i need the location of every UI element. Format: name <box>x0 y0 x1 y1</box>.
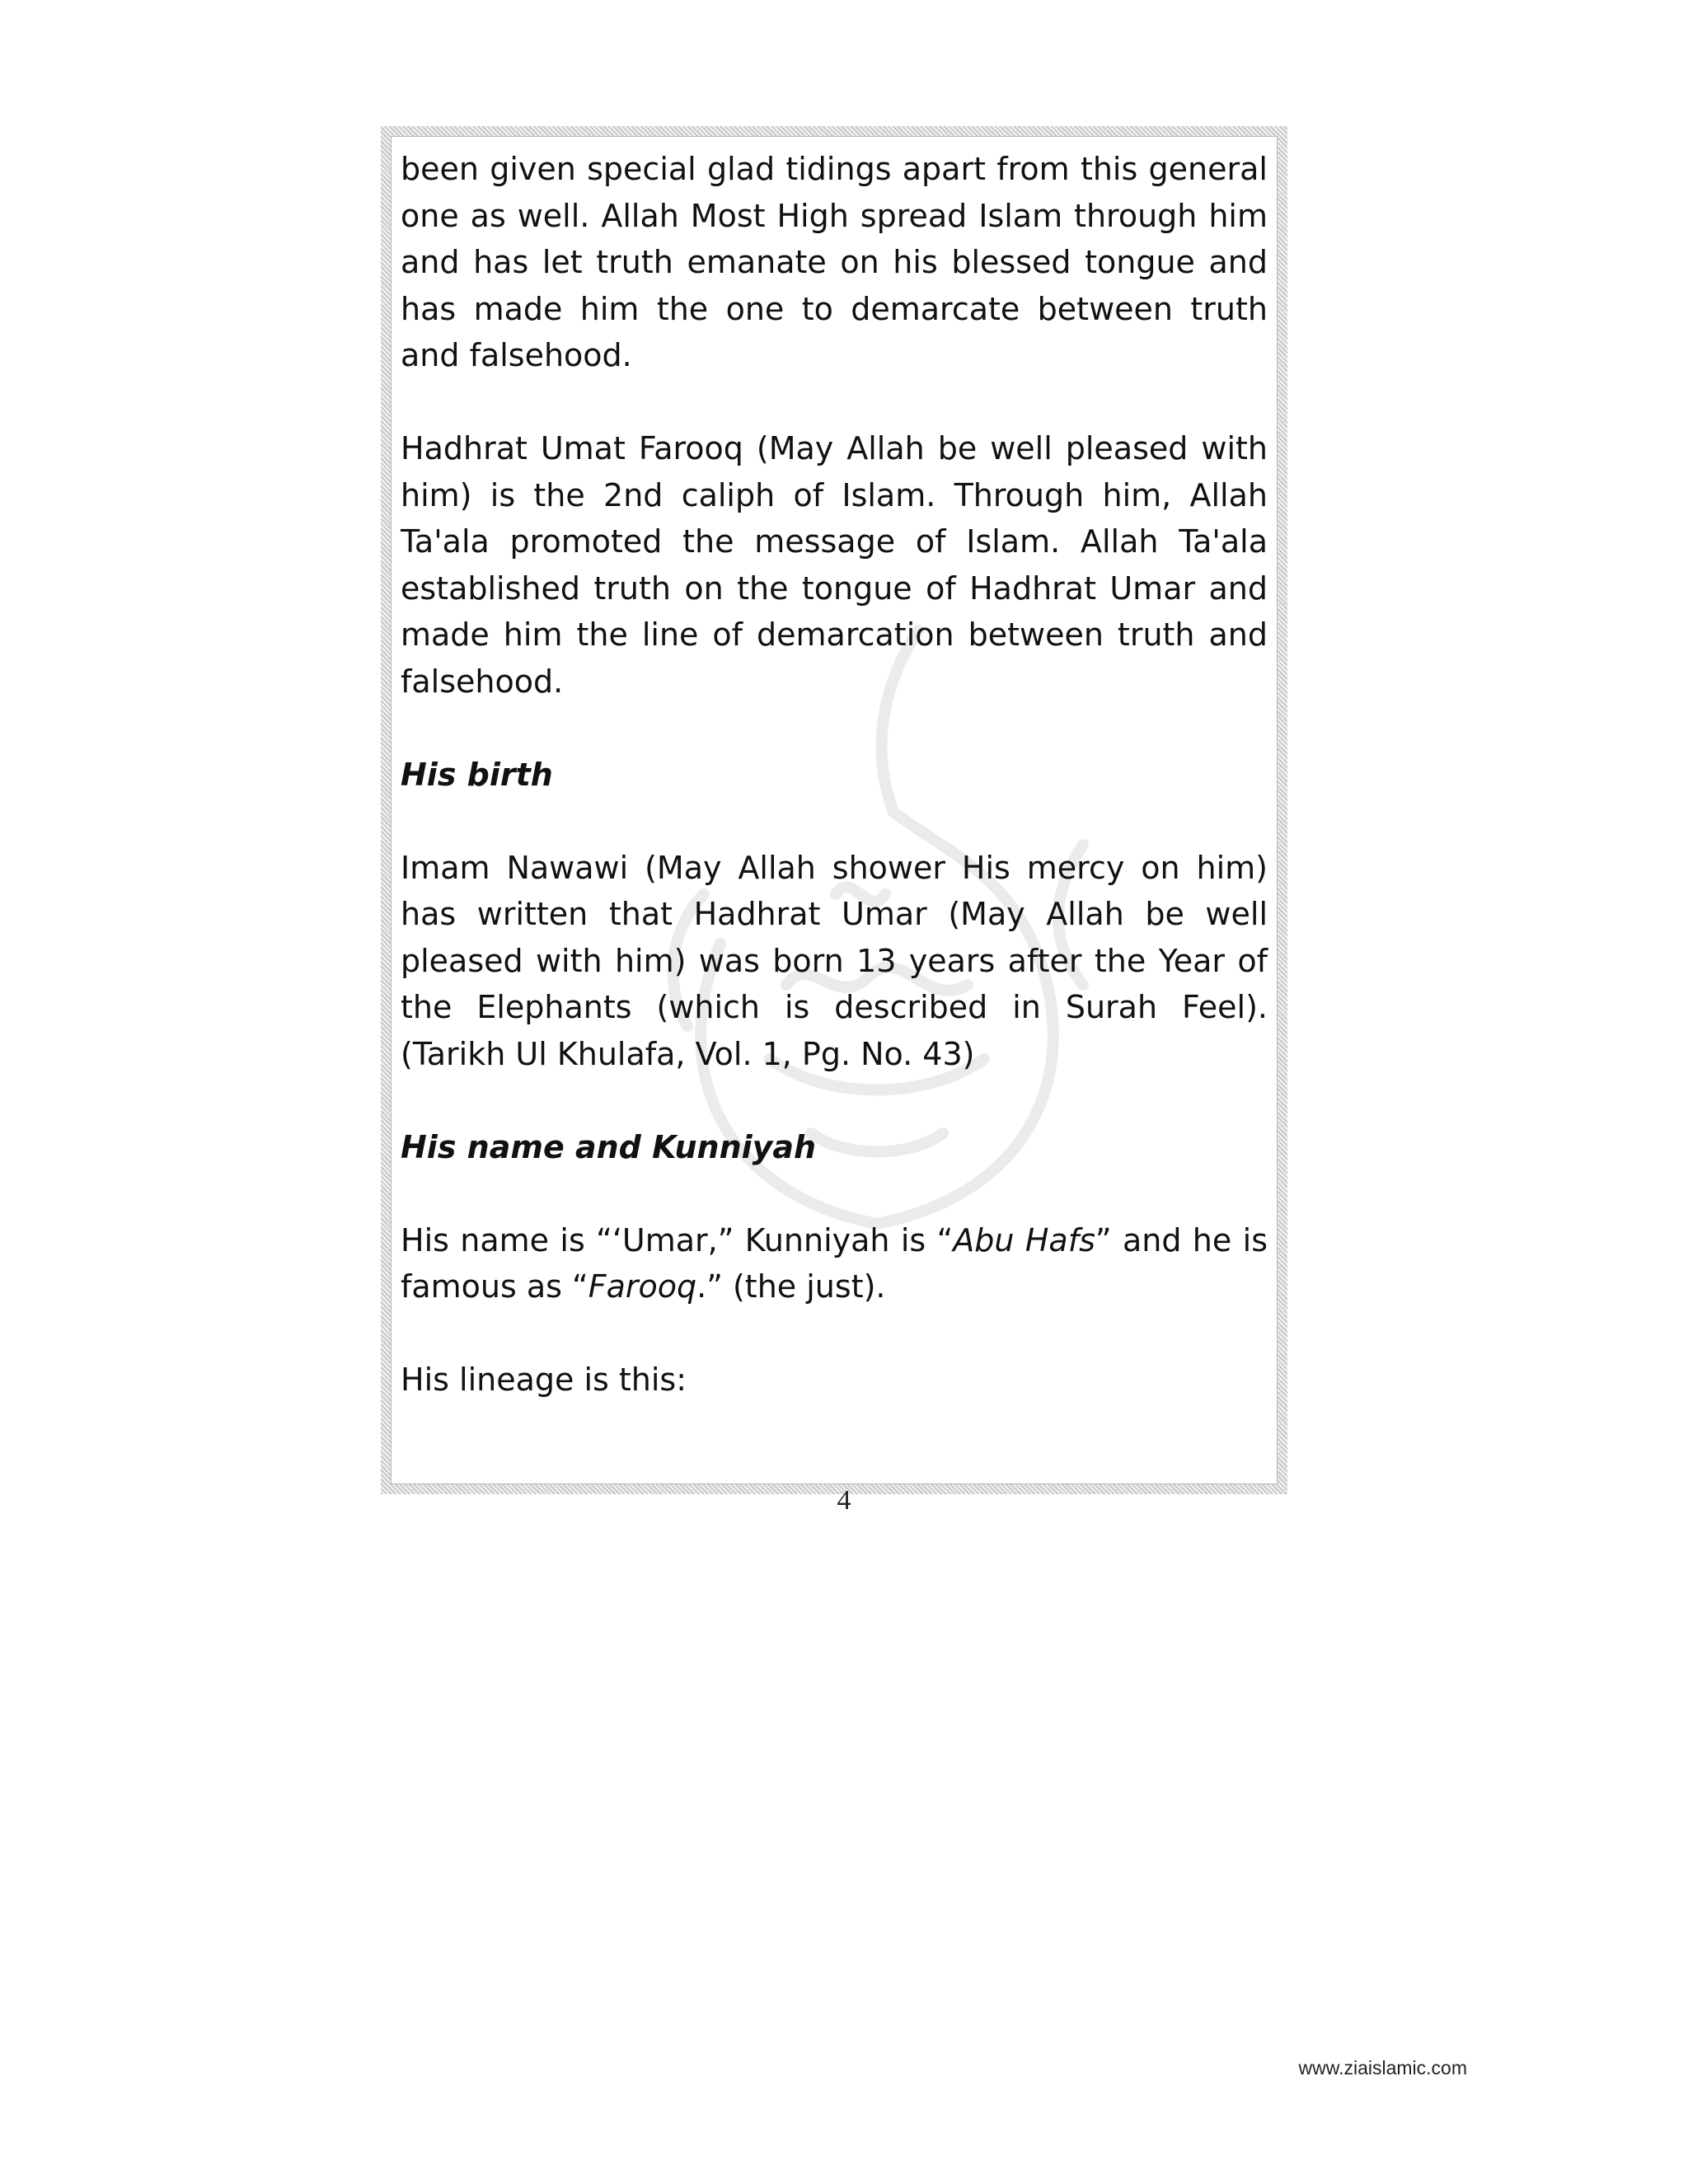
name-text-part1: His name is “‘Umar,” Kunniyah is “ <box>401 1221 954 1258</box>
title-farooq: Farooq <box>588 1268 697 1305</box>
paragraph-second-caliph: Hadhrat Umat Farooq (May Allah be well pleased with him) is the 2nd caliph of Islam. Through him, Allah Ta'ala promoted the message of Islam. Allah Ta'ala established truth on the tongue of Hadhrat Umar and made him the line of demarcation between truth and falsehood. <box>401 430 1268 700</box>
heading-his-birth: His birth <box>401 756 553 793</box>
paragraph-lineage: His lineage is this: <box>401 1361 687 1398</box>
kunniyah-abu-hafs: Abu Hafs <box>953 1221 1095 1258</box>
paragraph-glad-tidings: been given special glad tidings apart from this general one as well. Allah Most High spread Islam through him and has let truth emanate on his blessed tongue and has made him the one to demarcate between truth and falsehood. <box>401 151 1268 373</box>
paragraph-birth: Imam Nawawi (May Allah shower His mercy on him) has written that Hadhrat Umar (May Allah be well pleased with him) was born 13 years after the Year of the Elephants (which is described in Surah Feel). (Tarikh Ul Khulafa, Vol. 1, Pg. No. 43) <box>401 849 1268 1072</box>
paragraph-name <box>401 1217 1268 1310</box>
name-text-part2: ” and he is famous as “ <box>401 1221 1268 1305</box>
footer-website: www.ziaislamic.com <box>1298 2057 1467 2079</box>
heading-name-kunniyah: His name and Kunniyah <box>401 1128 817 1165</box>
page-border-frame <box>381 126 1287 1494</box>
name-text-part3: .” (the just). <box>696 1268 886 1305</box>
page-number: 4 <box>837 1485 851 1516</box>
page-body-text <box>401 146 1268 1404</box>
